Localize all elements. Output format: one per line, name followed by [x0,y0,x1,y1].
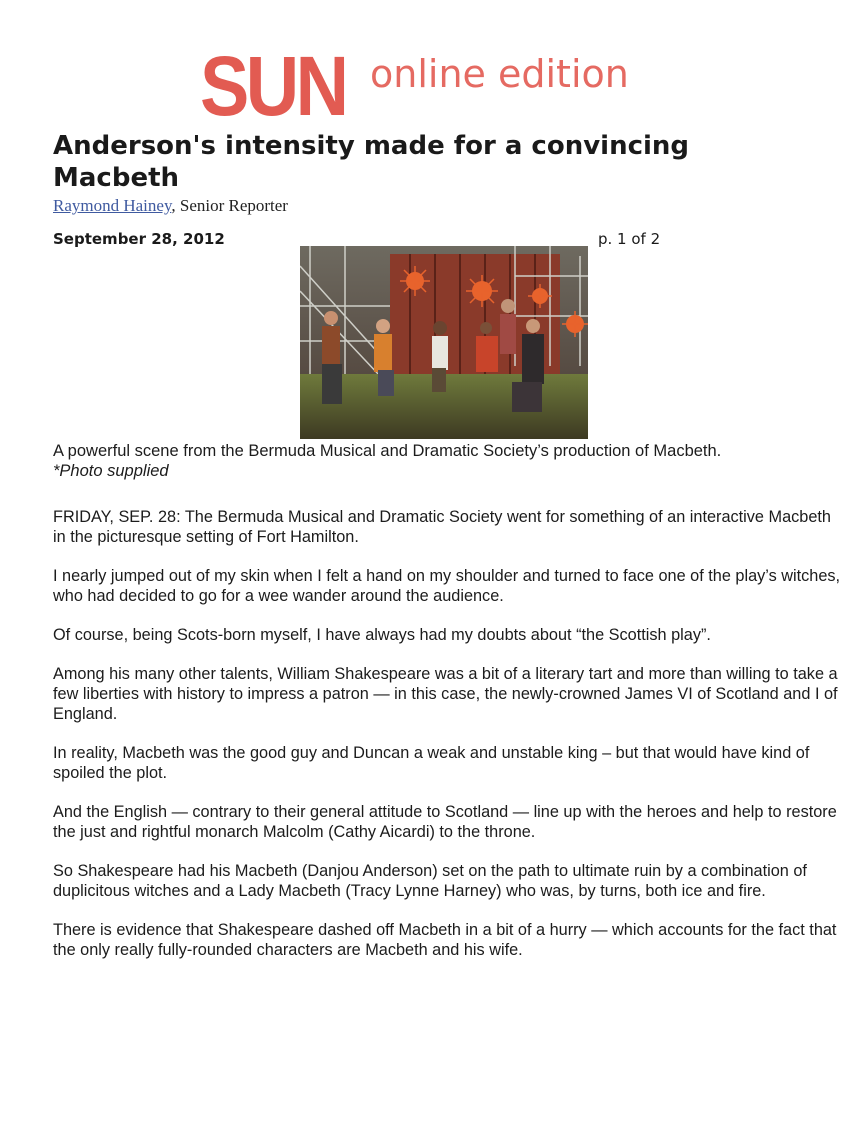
article-paragraph: FRIDAY, SEP. 28: The Bermuda Musical and Dramatic Society went for something of an interactive Macbeth in the picturesque setting of Fort Hamilton. [53,508,831,546]
page-number: p. 1 of 2 [598,230,661,248]
article-paragraph: Of course, being Scots-born myself, I have always had my doubts about “the Scottish play”. [53,626,711,644]
article-paragraph: I nearly jumped out of my skin when I felt a hand on my shoulder and turned to face one of the play’s witches, who had decided to go for a wee wander around the audience. [53,567,841,605]
article-body [53,507,843,979]
article-date: September 28, 2012 [53,230,225,248]
masthead-brand: SUN [200,39,346,133]
article-paragraph: There is evidence that Shakespeare dashed off Macbeth in a bit of a hurry — which accounts for the fact that the only really fully-rounded characters are Macbeth and his wife. [53,921,837,959]
article-paragraph: Among his many other talents, William Shakespeare was a bit of a literary tart and more than willing to take a few liberties with history to impress a patron — in this case, the newly-crowned James VI of Scotland and I of England. [53,665,838,723]
photo-caption [53,441,753,481]
caption-credit: *Photo supplied [53,462,169,480]
masthead-edition: online edition [370,52,629,96]
article-paragraph: So Shakespeare had his Macbeth (Danjou Anderson) set on the path to ultimate ruin by a combination of duplicitous witches and a Lady Macbeth (Tracy Lynne Harney) who was, by turns, both ice and fire. [53,862,807,900]
article-photo [300,246,588,439]
article-paragraph: And the English — contrary to their general attitude to Scotland — line up with the heroes and help to restore the just and rightful monarch Malcolm (Cathy Aicardi) to the throne. [53,803,837,841]
author-link[interactable]: Raymond Hainey [53,196,172,215]
masthead-logo [200,39,660,133]
byline [53,196,288,216]
article-paragraph: In reality, Macbeth was the good guy and Duncan a weak and unstable king – but that would have kind of spoiled the plot. [53,744,810,782]
caption-text: A powerful scene from the Bermuda Musical and Dramatic Society’s production of Macbeth. [53,442,722,460]
article-headline: Anderson's intensity made for a convincing Macbeth [53,131,690,193]
author-role: , Senior Reporter [171,196,288,215]
